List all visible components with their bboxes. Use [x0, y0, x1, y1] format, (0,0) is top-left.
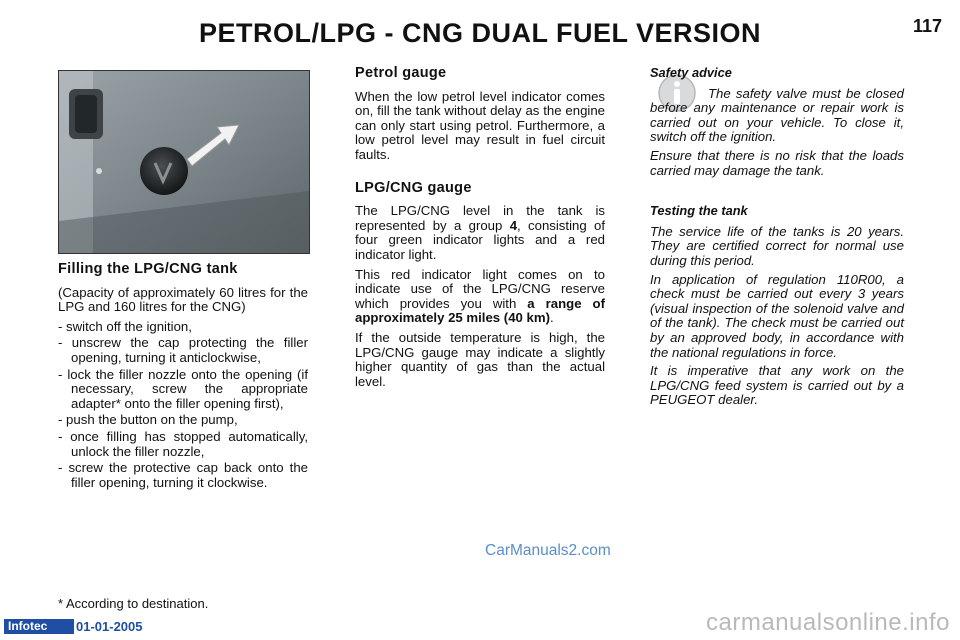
group-number: 4 [509, 217, 518, 233]
range-text: a range of approximately 25 miles (40 km) [355, 295, 605, 326]
filling-heading: Filling the LPG/CNG tank [58, 261, 238, 277]
lpg-text: . [549, 310, 554, 326]
safety-section [650, 66, 904, 412]
watermark: CarManuals2.com [485, 542, 611, 559]
step-item: - switch off the ignition, [58, 318, 192, 334]
site-watermark: carmanualsonline.info [706, 609, 950, 636]
step-item: - once filling has stopped automatically, unlock the filler nozzle, [58, 428, 308, 459]
step-item: - lock the filler nozzle onto the opening (if necessary, screw the appropriate adapter* onto the filler opening first), [58, 366, 308, 411]
petrol-gauge-heading: Petrol gauge [355, 65, 447, 81]
print-date: 01-01-2005 [76, 619, 143, 634]
lpg-text: This red indicator light comes on to indicate use of the LPG/CNG reserve which provides you with [355, 266, 605, 311]
filling-section [58, 262, 308, 492]
filler-cap-photo [58, 70, 310, 254]
filler-cap-illustration [59, 71, 309, 253]
testing-text-3: It is imperative that any work on the LPG/CNG feed system is carried out by a PEUGEOT dealer. [650, 363, 904, 408]
filling-steps [58, 320, 308, 491]
lpg-gauge-heading: LPG/CNG gauge [355, 179, 472, 196]
petrol-gauge-text: When the low petrol level indicator comes on, fill the tank without delay as the engine can only start using petrol. Furthermore, a low petrol level may result in fuel circuit faults. [355, 88, 605, 162]
testing-text-2: In application of regulation 110R00, a check must be carried out every 3 years (visual inspection of the solenoid valve and of the tank). The check must be carried out by an approved body, in accordance with the national regulations in force. [650, 271, 904, 360]
page-number: 117 [912, 16, 942, 36]
lpg-text: , consisting of four green indicator lights and a red indicator light. [355, 217, 605, 262]
step-item: - push the button on the pump, [58, 412, 238, 428]
gauge-section [355, 66, 605, 394]
lpg-gauge-paragraph-1 [355, 204, 605, 262]
page-title: PETROL/LPG - CNG DUAL FUEL VERSION [198, 18, 762, 48]
footnote: * According to destination. [58, 596, 209, 611]
lpg-gauge-paragraph-3: If the outside temperature is high, the LPG/CNG gauge may indicate a slightly higher quantity of gas than the actual level. [355, 329, 605, 389]
step-item: - unscrew the cap protecting the filler opening, turning it anticlockwise, [58, 335, 308, 365]
testing-text-1: The service life of the tanks is 20 years. They are certified correct for normal use during this period. [650, 223, 904, 268]
safety-heading: Safety advice [650, 65, 732, 80]
testing-heading: Testing the tank [650, 203, 748, 219]
safety-text-2: Ensure that there is no risk that the loads carried may damage the tank. [650, 147, 904, 178]
lpg-text: The LPG/CNG level in the tank is represented by a group [355, 203, 605, 233]
safety-text-1: The safety valve must be closed before any maintenance or repair work is carried out on your vehicle. To close it, switch off the ignition. [650, 85, 904, 145]
step-item: - screw the protective cap back onto the filler opening, turning it clockwise. [58, 460, 308, 490]
capacity-text: (Capacity of approximately 60 litres for the LPG and 160 litres for the CNG) [58, 284, 308, 315]
lpg-gauge-paragraph-2 [355, 268, 605, 326]
infotec-badge: Infotec [4, 619, 74, 634]
